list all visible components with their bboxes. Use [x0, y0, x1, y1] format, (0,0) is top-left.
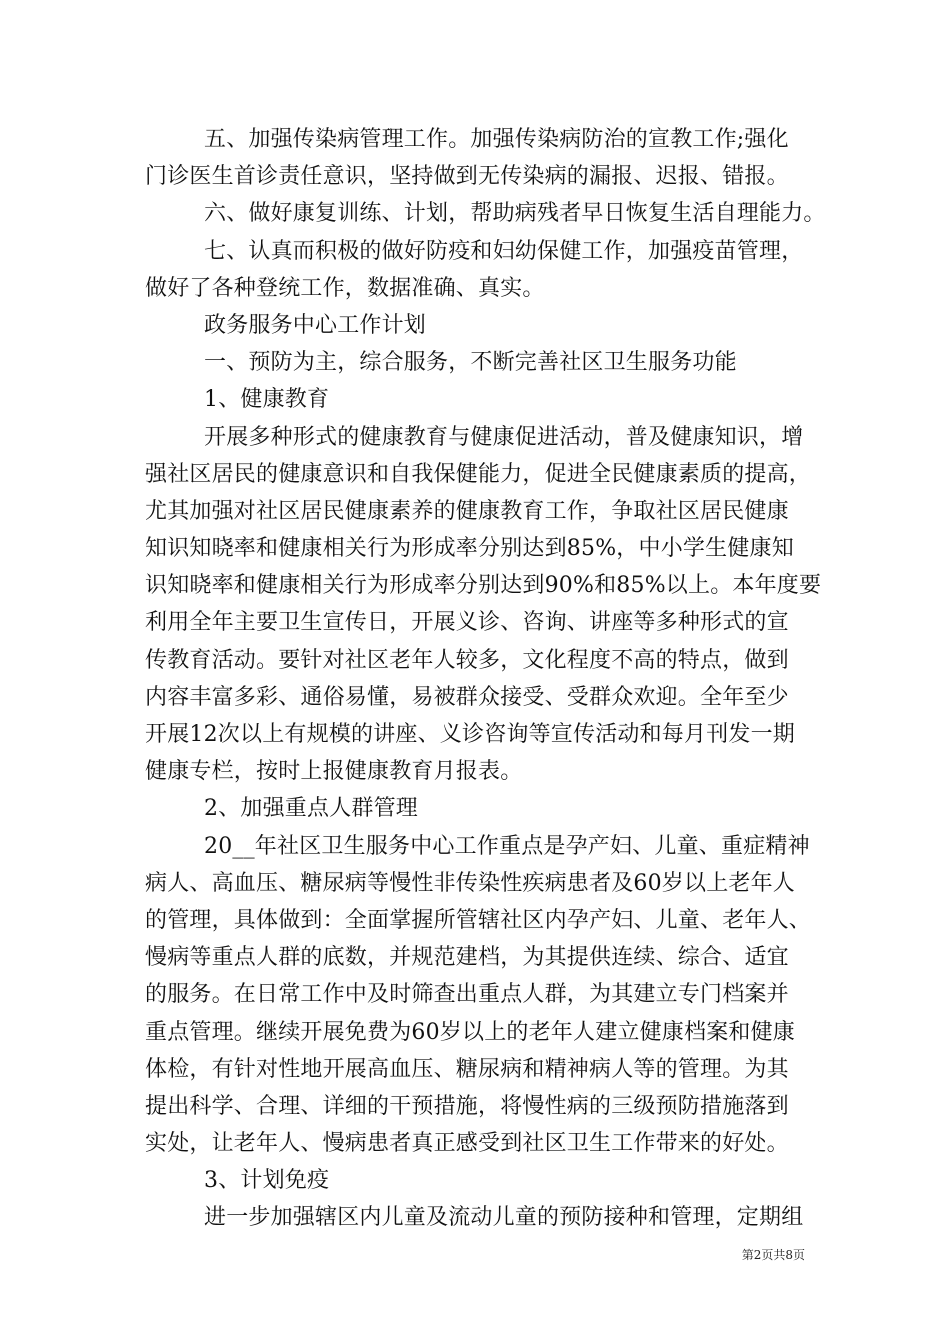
text-line: 识知晓率和健康相关行为形成率分别达到90%和85%以上。本年度要: [145, 573, 822, 599]
text-line: 体检，有针对性地开展高血压、糖尿病和精神病人等的管理。为其: [145, 1056, 789, 1082]
text-line: 20__年社区卫生服务中心工作重点是孕产妇、儿童、重症精神: [204, 833, 810, 859]
section-heading: 一、预防为主，综合服务，不断完善社区卫生服务功能: [204, 350, 737, 376]
subsection-heading: 2、加强重点人群管理: [204, 796, 418, 822]
text-line: 六、做好康复训练、计划，帮助病残者早日恢复生活自理能力。: [204, 201, 826, 227]
text-line: 开展12次以上有规模的讲座、义诊咨询等宣传活动和每月刊发一期: [145, 722, 795, 747]
text-line: 慢病等重点人群的底数，并规范建档，为其提供连续、综合、适宜: [145, 945, 789, 971]
text-line: 七、认真而积极的做好防疫和妇幼保健工作，加强疫苗管理，: [204, 238, 804, 264]
subsection-heading: 3、计划免疫: [204, 1168, 330, 1194]
section-title: 政务服务中心工作计划: [204, 312, 427, 338]
text-line: 提出科学、合理、详细的干预措施，将慢性病的三级预防措施落到: [145, 1093, 789, 1119]
page-number: 第2页共8页: [741, 1248, 805, 1262]
subsection-heading: 1、健康教育: [204, 387, 330, 413]
text-line: 健康专栏，按时上报健康教育月报表。: [145, 759, 523, 785]
text-line: 强社区居民的健康意识和自我保健能力，促进全民健康素质的提高，: [145, 461, 812, 487]
text-line: 实处，让老年人、慢病患者真正感受到社区卫生工作带来的好处。: [145, 1131, 789, 1157]
text-line: 传教育活动。要针对社区老年人较多，文化程度不高的特点，做到: [145, 647, 789, 673]
text-line: 的服务。在日常工作中及时筛查出重点人群，为其建立专门档案并: [145, 982, 789, 1008]
text-line: 尤其加强对社区居民健康素养的健康教育工作，争取社区居民健康: [145, 498, 789, 524]
text-line: 的管理，具体做到：全面掌握所管辖社区内孕产妇、儿童、老年人、: [145, 907, 812, 933]
document-body: [145, 121, 826, 1237]
text-line: 病人、高血压、糖尿病等慢性非传染性疾病患者及60岁以上老年人: [145, 870, 795, 896]
text-line: 开展多种形式的健康教育与健康促进活动，普及健康知识，增: [204, 424, 804, 450]
text-line: 内容丰富多彩、通俗易懂，易被群众接受、受群众欢迎。全年至少: [145, 684, 789, 710]
text-line: 知识知晓率和健康相关行为形成率分别达到85%，中小学生健康知: [145, 536, 794, 562]
text-line: 门诊医生首诊责任意识，坚持做到无传染病的漏报、迟报、错报。: [145, 164, 789, 190]
text-line: 进一步加强辖区内儿童及流动儿童的预防接种和管理，定期组: [204, 1205, 804, 1231]
text-line: 做好了各种登统工作，数据准确、真实。: [145, 275, 545, 301]
text-line: 重点管理。继续开展免费为60岁以上的老年人建立健康档案和健康: [145, 1019, 795, 1045]
text-line: 利用全年主要卫生宣传日，开展义诊、咨询、讲座等多种形式的宣: [145, 610, 789, 636]
text-line: 五、加强传染病管理工作。加强传染病防治的宣教工作;强化: [204, 127, 789, 152]
